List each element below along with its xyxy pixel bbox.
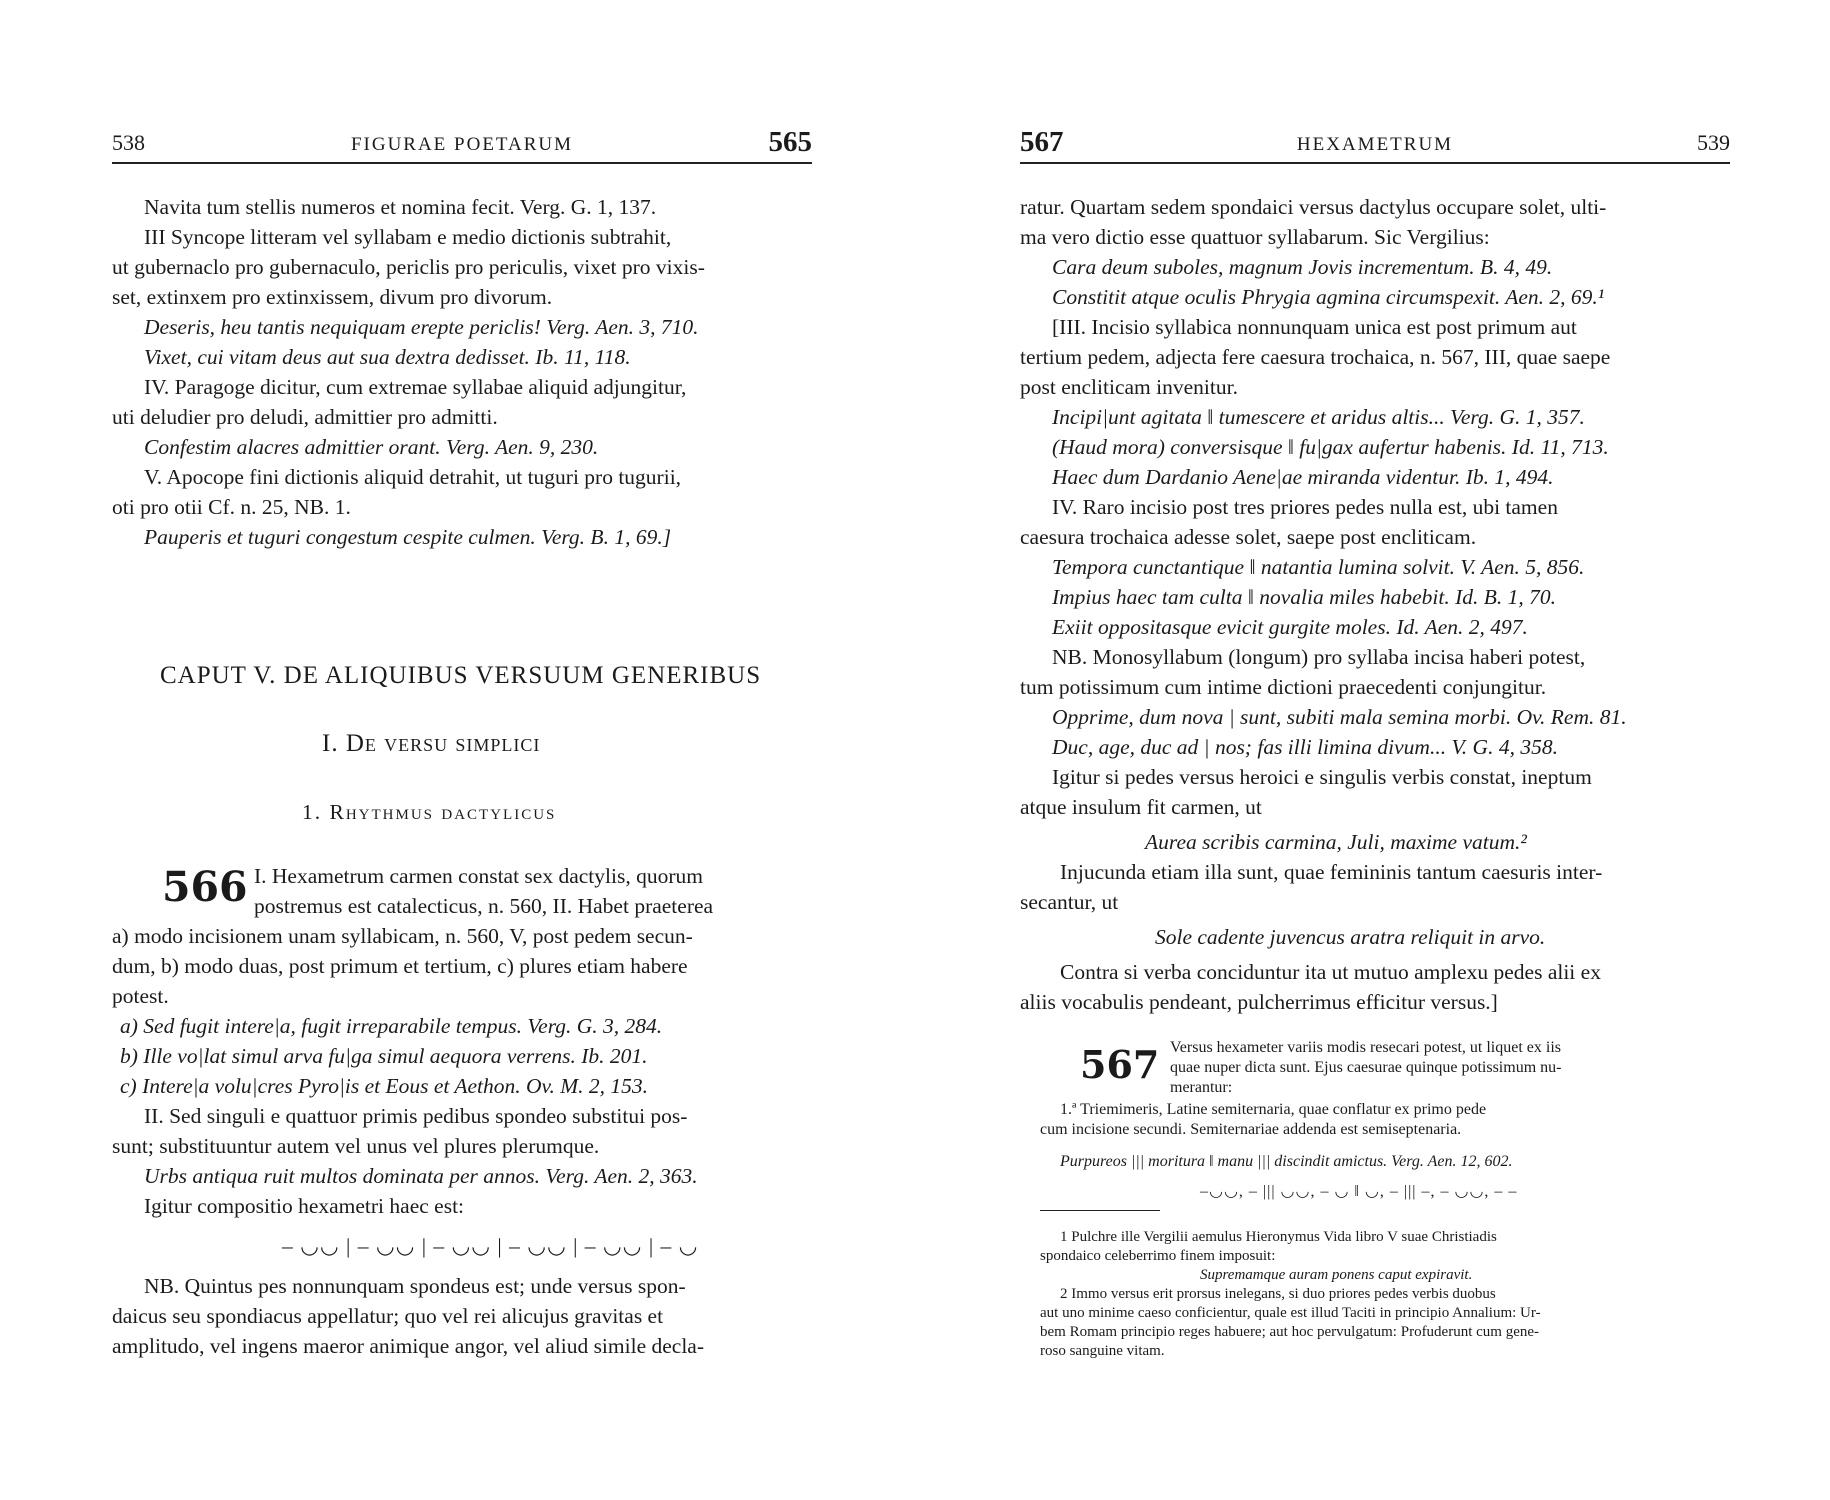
- scansion-example: Purpureos ||| moritura ‖ manu ||| discindit amictus. Verg. Aen. 12, 602.: [1060, 1153, 1513, 1170]
- text-line: Aurea scribis carmina, Juli, maxime vatum.²: [1145, 830, 1527, 854]
- text-line: NB. Quintus pes nonnunquam spondeus est; unde versus spon-: [144, 1274, 686, 1298]
- text-line: potest.: [112, 984, 169, 1008]
- metrical-scheme: – ◡◡ | – ◡◡ | – ◡◡ | – ◡◡ | – ◡◡ | – ◡: [282, 1234, 699, 1258]
- text-line: Contra si verba conciduntur ita ut mutuo amplexu pedes alii ex: [1060, 960, 1601, 984]
- text-line: ut gubernaclo pro gubernaculo, periclis pro periculis, vixet pro vixis-: [112, 255, 705, 279]
- section-number-566: 566: [162, 863, 248, 911]
- text-line: [III. Incisio syllabica nonnunquam unica est post primum aut: [1052, 315, 1577, 339]
- text-line: Tempora cunctantique ‖ natantia lumina solvit. V. Aen. 5, 856.: [1052, 555, 1585, 579]
- running-title: FIGURAE POETARUM: [350, 134, 574, 155]
- text-line: secantur, ut: [1020, 890, 1119, 914]
- text-line: oti pro otii Cf. n. 25, NB. 1.: [112, 495, 351, 519]
- text-line: a) Sed fugit intere|a, fugit irreparabile tempus. Verg. G. 3, 284.: [120, 1014, 663, 1038]
- footnote-line: spondaico celeberrimo finem imposuit:: [1040, 1248, 1276, 1264]
- footnote-line: 1 Pulchre ille Vergilii aemulus Hieronymus Vida libro V suae Christiadis: [1060, 1229, 1497, 1245]
- text-line: aliis vocabulis pendeant, pulcherrimus efficitur versus.]: [1020, 990, 1498, 1014]
- text-line: Constitit atque oculis Phrygia agmina circumspexit. Aen. 2, 69.¹: [1052, 285, 1605, 309]
- small-line: Versus hexameter variis modis resecari potest, ut liquet ex iis: [1170, 1039, 1562, 1056]
- text-line: amplitudo, vel ingens maeror animique angor, vel aliud simile decla-: [112, 1334, 705, 1358]
- footnote-line: Supremamque auram ponens caput expiravit.: [1200, 1267, 1473, 1283]
- text-line: tertium pedem, adjecta fere caesura trochaica, n. 567, III, quae saepe: [1020, 345, 1611, 369]
- section-number: 565: [768, 126, 812, 158]
- text-line: postremus est catalecticus, n. 560, II. Habet praeterea: [254, 894, 714, 918]
- text-line: IV. Paragoge dicitur, cum extremae syllabae aliquid adjungitur,: [144, 375, 687, 399]
- chapter-heading: CAPUT V. DE ALIQUIBUS VERSUUM GENERIBUS: [160, 662, 762, 689]
- text-line: I. Hexametrum carmen constat sex dactylis, quorum: [254, 864, 703, 888]
- text-line: Confestim alacres admittier orant. Verg. Aen. 9, 230.: [144, 435, 599, 459]
- page-number: 539: [1697, 130, 1730, 155]
- scansion-scheme: –◡◡, – ||| ◡◡, – ◡ ‖ ◡, – ||| –, – ◡◡, – –: [1200, 1183, 1518, 1200]
- text-line: Opprime, dum nova | sunt, subiti mala semina morbi. Ov. Rem. 81.: [1052, 705, 1627, 729]
- small-line: cum incisione secundi. Semiternariae addenda est semiseptenaria.: [1040, 1121, 1462, 1138]
- text-line: sunt; substituuntur autem vel unus vel plures plerumque.: [112, 1134, 600, 1158]
- text-line: ratur. Quartam sedem spondaici versus dactylus occupare solet, ulti-: [1020, 195, 1607, 219]
- text-line: Navita tum stellis numeros et nomina fecit. Verg. G. 1, 137.: [144, 195, 657, 219]
- left-page-header: [112, 126, 812, 164]
- text-line: NB. Monosyllabum (longum) pro syllaba incisa haberi potest,: [1052, 645, 1586, 669]
- section-number-567: 567: [1080, 1042, 1160, 1087]
- sub-heading: I. De versu simplici: [322, 730, 541, 757]
- text-line: caesura trochaica adesse solet, saepe post encliticam.: [1020, 525, 1477, 549]
- text-line: Impius haec tam culta ‖ novalia miles habebit. Id. B. 1, 70.: [1052, 585, 1557, 609]
- text-line: set, extinxem pro extinxissem, divum pro divorum.: [112, 285, 553, 309]
- text-line: Duc, age, duc ad | nos; fas illi limina divum... V. G. 4, 358.: [1052, 735, 1558, 759]
- text-line: uti deludier pro deludi, admittier pro admitti.: [112, 405, 498, 429]
- sub-sub-heading: 1. Rhythmus dactylicus: [302, 800, 557, 824]
- text-line: dum, b) modo duas, post primum et tertium, c) plures etiam habere: [112, 954, 688, 978]
- text-line: Vixet, cui vitam deus aut sua dextra dedisset. Ib. 11, 118.: [144, 345, 631, 369]
- footnote-line: 2 Immo versus erit prorsus inelegans, si duo priores pedes verbis duobus: [1060, 1286, 1496, 1302]
- text-line: Sole cadente juvencus aratra reliquit in arvo.: [1155, 925, 1546, 949]
- text-line: Igitur compositio hexametri haec est:: [144, 1194, 465, 1218]
- footnote-rule: [1040, 1210, 1160, 1211]
- text-line: a) modo incisionem unam syllabicam, n. 560, V, post pedem secun-: [112, 924, 693, 948]
- text-line: ma vero dictio esse quattuor syllabarum. Sic Vergilius:: [1020, 225, 1490, 249]
- text-line: III Syncope litteram vel syllabam e medio dictionis subtrahit,: [144, 225, 672, 249]
- small-line: 1.ª Triemimeris, Latine semiternaria, quae conflatur ex primo pede: [1060, 1101, 1487, 1118]
- text-line: Igitur si pedes versus heroici e singulis verbis constat, ineptum: [1052, 765, 1592, 789]
- text-line: c) Intere|a volu|cres Pyro|is et Eous et Aethon. Ov. M. 2, 153.: [120, 1074, 649, 1098]
- text-line: daicus seu spondiacus appellatur; quo vel rei alicujus gravitas et: [112, 1304, 664, 1328]
- text-line: Pauperis et tuguri congestum cespite culmen. Verg. B. 1, 69.]: [144, 525, 672, 549]
- running-title: HEXAMETRUM: [1296, 134, 1454, 155]
- footnote-line: roso sanguine vitam.: [1040, 1343, 1165, 1359]
- text-line: Incipi|unt agitata ‖ tumescere et aridus altis... Verg. G. 1, 357.: [1052, 405, 1585, 429]
- right-page-header: [1020, 126, 1730, 164]
- text-line: b) Ille vo|lat simul arva fu|ga simul aequora verrens. Ib. 201.: [120, 1044, 648, 1068]
- text-line: V. Apocope fini dictionis aliquid detrahit, ut tuguri pro tugurii,: [144, 465, 682, 489]
- text-line: atque insulum fit carmen, ut: [1020, 795, 1262, 819]
- text-line: tum potissimum cum intime dictioni praecedenti conjungitur.: [1020, 675, 1547, 699]
- text-line: Injucunda etiam illa sunt, quae femininis tantum caesuris inter-: [1060, 860, 1603, 884]
- text-line: Exiit oppositasque evicit gurgite moles. Id. Aen. 2, 497.: [1052, 615, 1528, 639]
- text-line: Haec dum Dardanio Aene|ae miranda videntur. Ib. 1, 494.: [1052, 465, 1554, 489]
- small-line: quae nuper dicta sunt. Ejus caesurae quinque potissimum nu-: [1170, 1059, 1562, 1076]
- small-line: merantur:: [1170, 1079, 1233, 1096]
- text-line: Urbs antiqua ruit multos dominata per annos. Verg. Aen. 2, 363.: [144, 1164, 698, 1188]
- footnote-line: aut uno minime caeso conficientur, quale est illud Taciti in principio Annalium: Ur-: [1040, 1305, 1541, 1321]
- page-number: 538: [112, 130, 145, 155]
- footnote-line: bem Romam principio reges habuere; aut hoc pervulgatum: Profuderunt cum gene-: [1040, 1324, 1540, 1340]
- section-number: 567: [1020, 126, 1064, 158]
- text-line: Cara deum suboles, magnum Jovis incrementum. B. 4, 49.: [1052, 255, 1553, 279]
- text-line: IV. Raro incisio post tres priores pedes nulla est, ubi tamen: [1052, 495, 1558, 519]
- text-line: post encliticam invenitur.: [1020, 375, 1238, 399]
- text-line: II. Sed singuli e quattuor primis pedibus spondeo substitui pos-: [144, 1104, 688, 1128]
- text-line: (Haud mora) conversisque ‖ fu|gax aufertur habenis. Id. 11, 713.: [1052, 435, 1609, 459]
- text-line: Deseris, heu tantis nequiquam erepte periclis! Verg. Aen. 3, 710.: [144, 315, 699, 339]
